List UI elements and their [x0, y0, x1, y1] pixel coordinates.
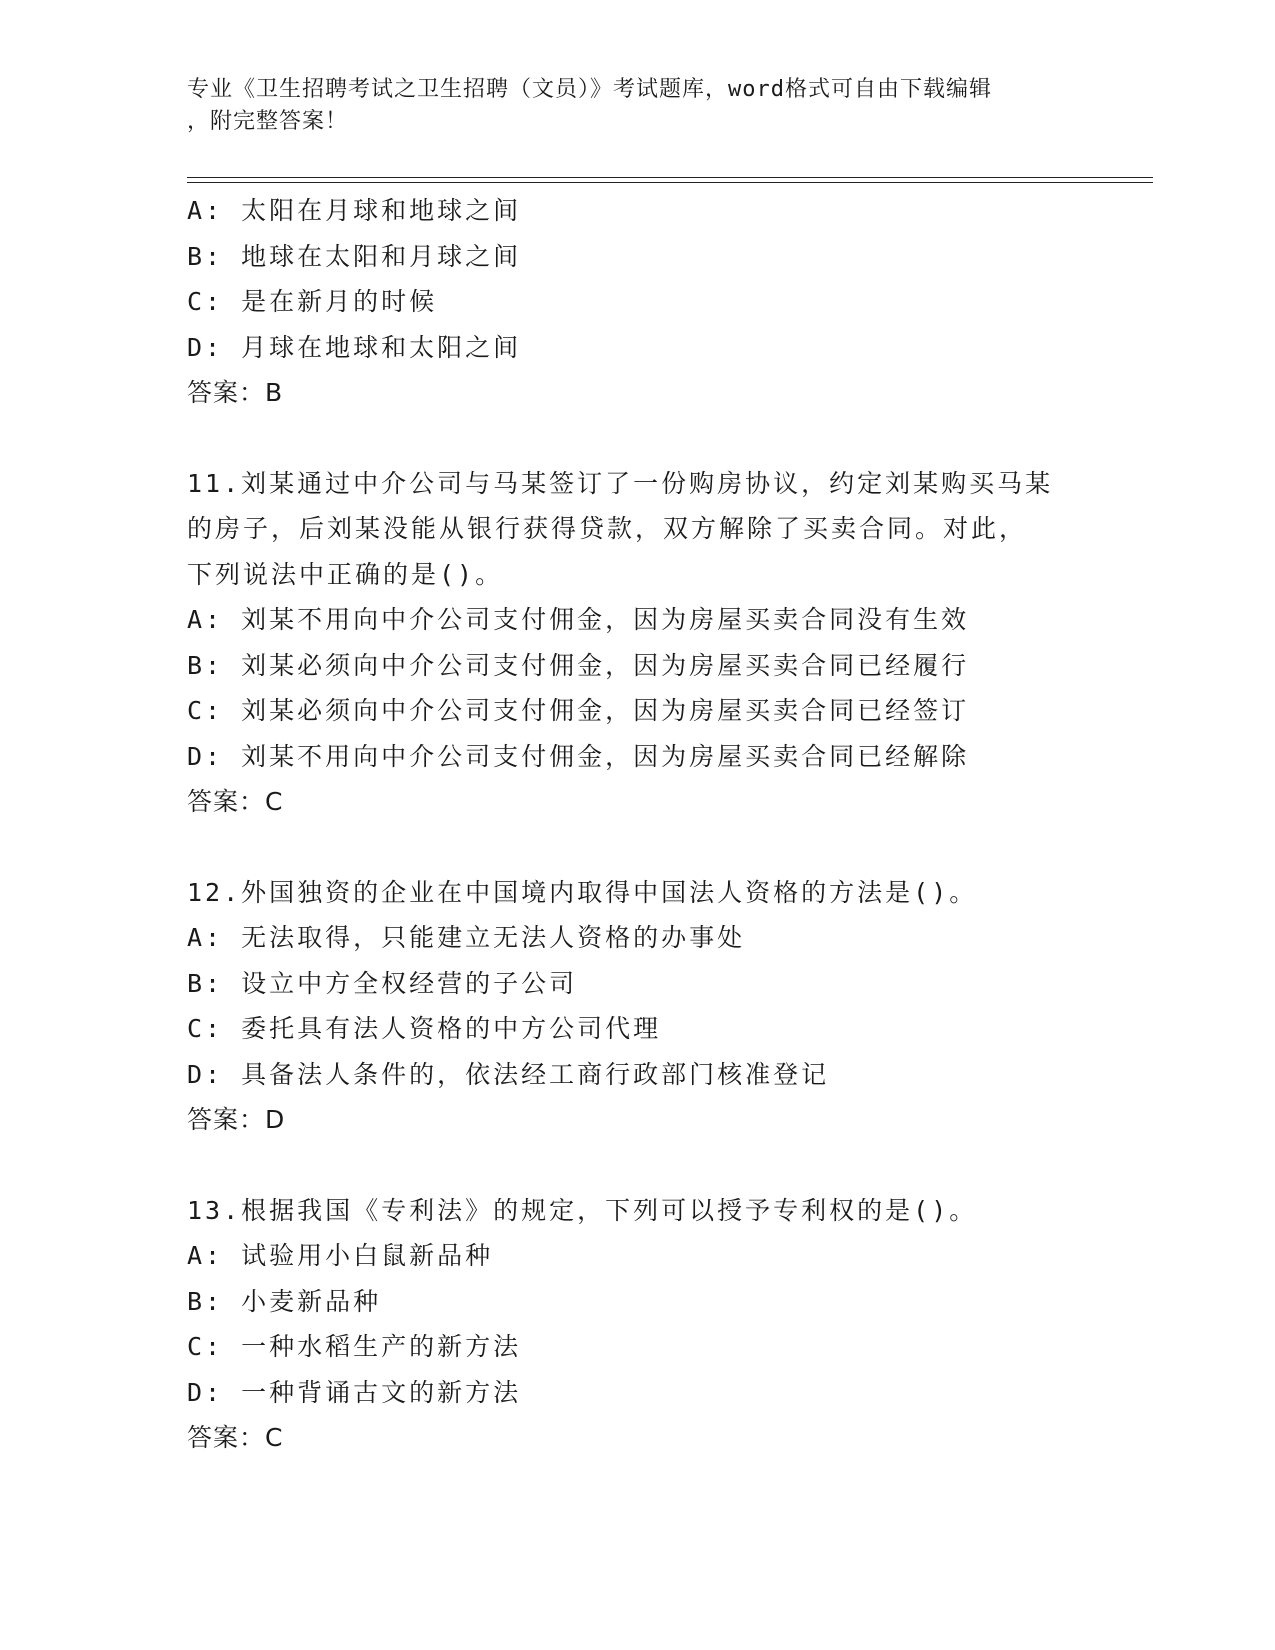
option-c: C: 一种水稻生产的新方法	[187, 1332, 522, 1361]
header-divider-bottom	[187, 182, 1153, 183]
option-b: B: 设立中方全权经营的子公司	[187, 968, 578, 998]
option-b: B: 地球在太阳和月球之间	[187, 241, 522, 271]
question-block-prev	[187, 188, 1107, 416]
header-divider-top	[187, 177, 1153, 178]
option-c: C: 刘某必须向中介公司支付佣金，因为房屋买卖合同已经签订	[187, 696, 970, 725]
question-stem-line: 12.外国独资的企业在中国境内取得中国法人资格的方法是()。	[187, 877, 978, 907]
header-line-2: ，附完整答案！	[187, 109, 349, 134]
question-stem-line: 的房子，后刘某没能从银行获得贷款，双方解除了买卖合同。对此，	[187, 514, 1028, 543]
question-block-13	[187, 1188, 1107, 1461]
answer-line: 答案：D	[187, 1105, 286, 1134]
option-a: A: 太阳在月球和地球之间	[187, 196, 522, 225]
option-d: D: 具备法人条件的，依法经工商行政部门核准登记	[187, 1059, 830, 1089]
question-stem-line: 11.刘某通过中介公司与马某签订了一份购房协议，约定刘某购买马某	[187, 468, 1054, 498]
option-a: A: 无法取得，只能建立无法人资格的办事处	[187, 923, 746, 952]
question-stem-line: 13.根据我国《专利法》的规定，下列可以授予专利权的是()。	[187, 1195, 978, 1225]
option-a: A: 试验用小白鼠新品种	[187, 1241, 494, 1270]
option-b: B: 小麦新品种	[187, 1286, 382, 1316]
answer-line: 答案：B	[187, 378, 284, 407]
option-d: D: 刘某不用向中介公司支付佣金，因为房屋买卖合同已经解除	[187, 741, 970, 771]
question-stem-line: 下列说法中正确的是()。	[187, 559, 504, 589]
header-line-1: 专业《卫生招聘考试之卫生招聘（文员）》考试题库，word格式可自由下载编辑	[187, 77, 992, 102]
question-list	[187, 188, 1107, 1461]
question-block-12	[187, 870, 1107, 1143]
question-block-11	[187, 461, 1107, 825]
option-d: D: 一种背诵古文的新方法	[187, 1377, 522, 1407]
option-c: C: 是在新月的时候	[187, 287, 438, 316]
answer-line: 答案：C	[187, 787, 284, 816]
answer-line: 答案：C	[187, 1423, 284, 1452]
option-d: D: 月球在地球和太阳之间	[187, 332, 522, 362]
option-b: B: 刘某必须向中介公司支付佣金，因为房屋买卖合同已经履行	[187, 650, 970, 680]
option-c: C: 委托具有法人资格的中方公司代理	[187, 1014, 662, 1043]
option-a: A: 刘某不用向中介公司支付佣金，因为房屋买卖合同没有生效	[187, 605, 970, 634]
document-header	[187, 74, 1087, 138]
